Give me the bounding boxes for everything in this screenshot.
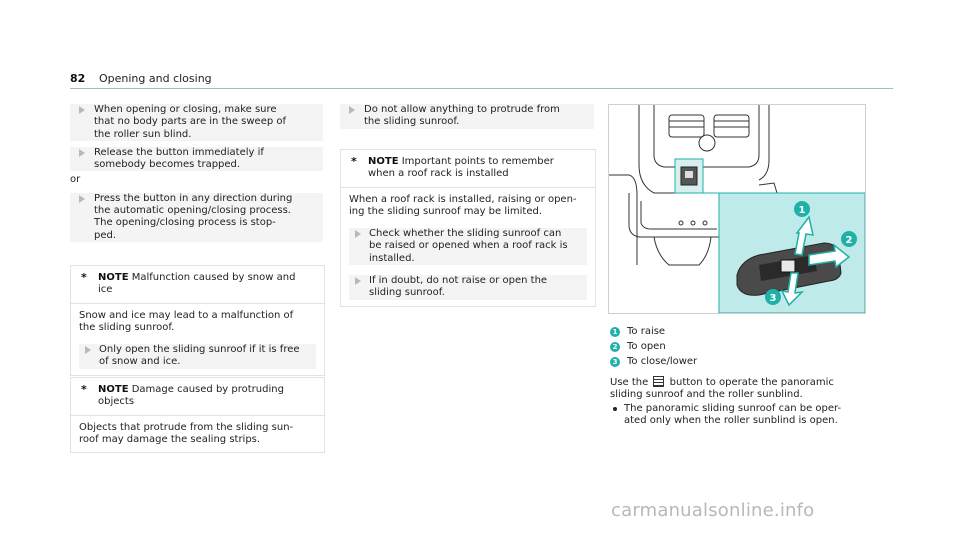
column-2 xyxy=(340,104,594,129)
text-line: the roller sun blind. xyxy=(94,128,192,140)
text-line: Do not allow anything to protrude from xyxy=(364,104,560,115)
text-line: Objects that protrude from the sliding sun- xyxy=(79,421,294,433)
note-title-line: objects xyxy=(98,396,135,408)
step-arrow-icon xyxy=(355,230,361,238)
instruction-step xyxy=(70,193,323,242)
callout-2-label: 2 xyxy=(845,235,853,246)
note-box-protruding xyxy=(70,377,325,453)
lower-panel xyxy=(629,193,719,237)
note-body xyxy=(71,416,324,453)
text-line: the sliding sunroof. xyxy=(79,321,175,333)
bullet-item xyxy=(610,403,870,428)
note-title: Important points to remember xyxy=(401,156,554,167)
text-line: of snow and ice. xyxy=(99,356,181,368)
step-arrow-icon xyxy=(79,149,85,157)
column-1 xyxy=(70,104,323,242)
usage-line xyxy=(610,376,870,389)
instruction-step xyxy=(70,147,323,172)
header-divider xyxy=(70,88,893,89)
legend-text: To raise xyxy=(627,326,666,337)
note-header xyxy=(341,150,595,188)
step-arrow-icon xyxy=(79,106,85,114)
text-line: be raised or opened when a roof rack is xyxy=(369,240,568,252)
text-line: the automatic opening/closing process. xyxy=(94,205,291,217)
text-line: The opening/closing process is stop- xyxy=(94,217,276,229)
page-number: 82 xyxy=(70,72,86,85)
note-warning-icon: * xyxy=(81,383,87,396)
instruction-step xyxy=(340,104,594,129)
step-arrow-icon xyxy=(85,346,91,354)
step-arrow-icon xyxy=(355,277,361,285)
note-warning-icon: * xyxy=(351,155,357,168)
dashboard-outline xyxy=(609,175,637,265)
note-title-line: when a roof rack is installed xyxy=(368,168,509,180)
note-title-line: ice xyxy=(98,284,113,296)
text-line: Only open the sliding sunroof if it is free xyxy=(99,344,300,356)
button xyxy=(703,221,707,225)
vent xyxy=(669,115,704,137)
instruction-step xyxy=(349,275,587,300)
callout-3-label: 3 xyxy=(769,293,777,304)
knob xyxy=(699,135,715,151)
usage-paragraph xyxy=(610,376,870,427)
legend-item xyxy=(610,354,697,369)
legend-text: To close/lower xyxy=(627,356,698,367)
text-line: ing the sliding sunroof may be limited. xyxy=(349,205,543,217)
instruction-step xyxy=(349,228,587,265)
text-line: that no body parts are in the sweep of xyxy=(94,116,287,128)
note-title: Damage caused by protruding xyxy=(131,384,284,395)
text-line: installed. xyxy=(369,252,415,264)
note-box-snow xyxy=(70,265,325,376)
text-line: Check whether the sliding sunroof can xyxy=(369,228,562,240)
note-label: NOTE xyxy=(98,272,129,283)
note-header xyxy=(71,378,324,416)
note-label: NOTE xyxy=(368,156,399,167)
text-line: ped. xyxy=(94,229,117,241)
text-line: Snow and ice may lead to a malfunction of xyxy=(79,309,294,321)
text-line: The panoramic sliding sunroof can be oper- xyxy=(624,402,842,414)
text-line: Release the button immediately if xyxy=(94,146,264,158)
callout-1-label: 1 xyxy=(798,205,806,216)
note-body xyxy=(341,188,595,306)
button xyxy=(679,221,683,225)
instruction-step xyxy=(70,104,323,141)
text-line: the sliding sunroof. xyxy=(364,116,460,128)
section-title: Opening and closing xyxy=(99,72,212,85)
note-box-roof-rack xyxy=(340,149,596,307)
text-line: If in doubt, do not raise or open the xyxy=(369,275,548,287)
text-line: When opening or closing, make sure xyxy=(94,104,277,115)
text-line: sliding sunroof. xyxy=(369,287,445,299)
or-label: or xyxy=(70,174,81,186)
legend-text: To open xyxy=(627,341,666,352)
legend-number-badge: 3 xyxy=(610,357,620,367)
sunroof-button xyxy=(685,171,693,178)
button xyxy=(691,221,695,225)
illustration-svg xyxy=(609,105,865,313)
text-line: When a roof rack is installed, raising or open- xyxy=(349,193,577,205)
legend-number-badge: 1 xyxy=(610,327,620,337)
text-line: roof may damage the sealing strips. xyxy=(79,433,261,445)
note-header xyxy=(71,266,324,304)
figure-legend xyxy=(610,324,697,369)
step-arrow-icon xyxy=(349,106,355,114)
text-line: Press the button in any direction during xyxy=(94,192,293,204)
dashboard-outline xyxy=(759,105,769,180)
text-fragment: button to operate the panoramic xyxy=(669,377,834,388)
instruction-step xyxy=(79,344,316,369)
note-title: Malfunction caused by snow and xyxy=(131,272,296,283)
sunroof-control-illustration xyxy=(608,104,866,314)
panoramic-button-icon xyxy=(653,376,664,387)
vent xyxy=(714,115,749,137)
legend-item xyxy=(610,324,697,339)
text-line: somebody becomes trapped. xyxy=(94,159,241,171)
watermark: carmanualsonline.info xyxy=(611,500,815,521)
note-warning-icon: * xyxy=(81,271,87,284)
lower-panel xyxy=(654,237,711,265)
panoramic-button xyxy=(781,260,795,272)
note-label: NOTE xyxy=(98,384,129,395)
text-line: ated only when the roller sunblind is open. xyxy=(624,414,838,426)
legend-item xyxy=(610,339,697,354)
bullet-dot-icon xyxy=(613,407,617,411)
dashboard-outline xyxy=(759,183,777,193)
note-body xyxy=(71,304,324,375)
text-fragment: Use the xyxy=(610,377,649,388)
step-arrow-icon xyxy=(79,195,85,203)
usage-line: sliding sunroof and the roller sunblind. xyxy=(610,389,803,401)
legend-number-badge: 2 xyxy=(610,342,620,352)
